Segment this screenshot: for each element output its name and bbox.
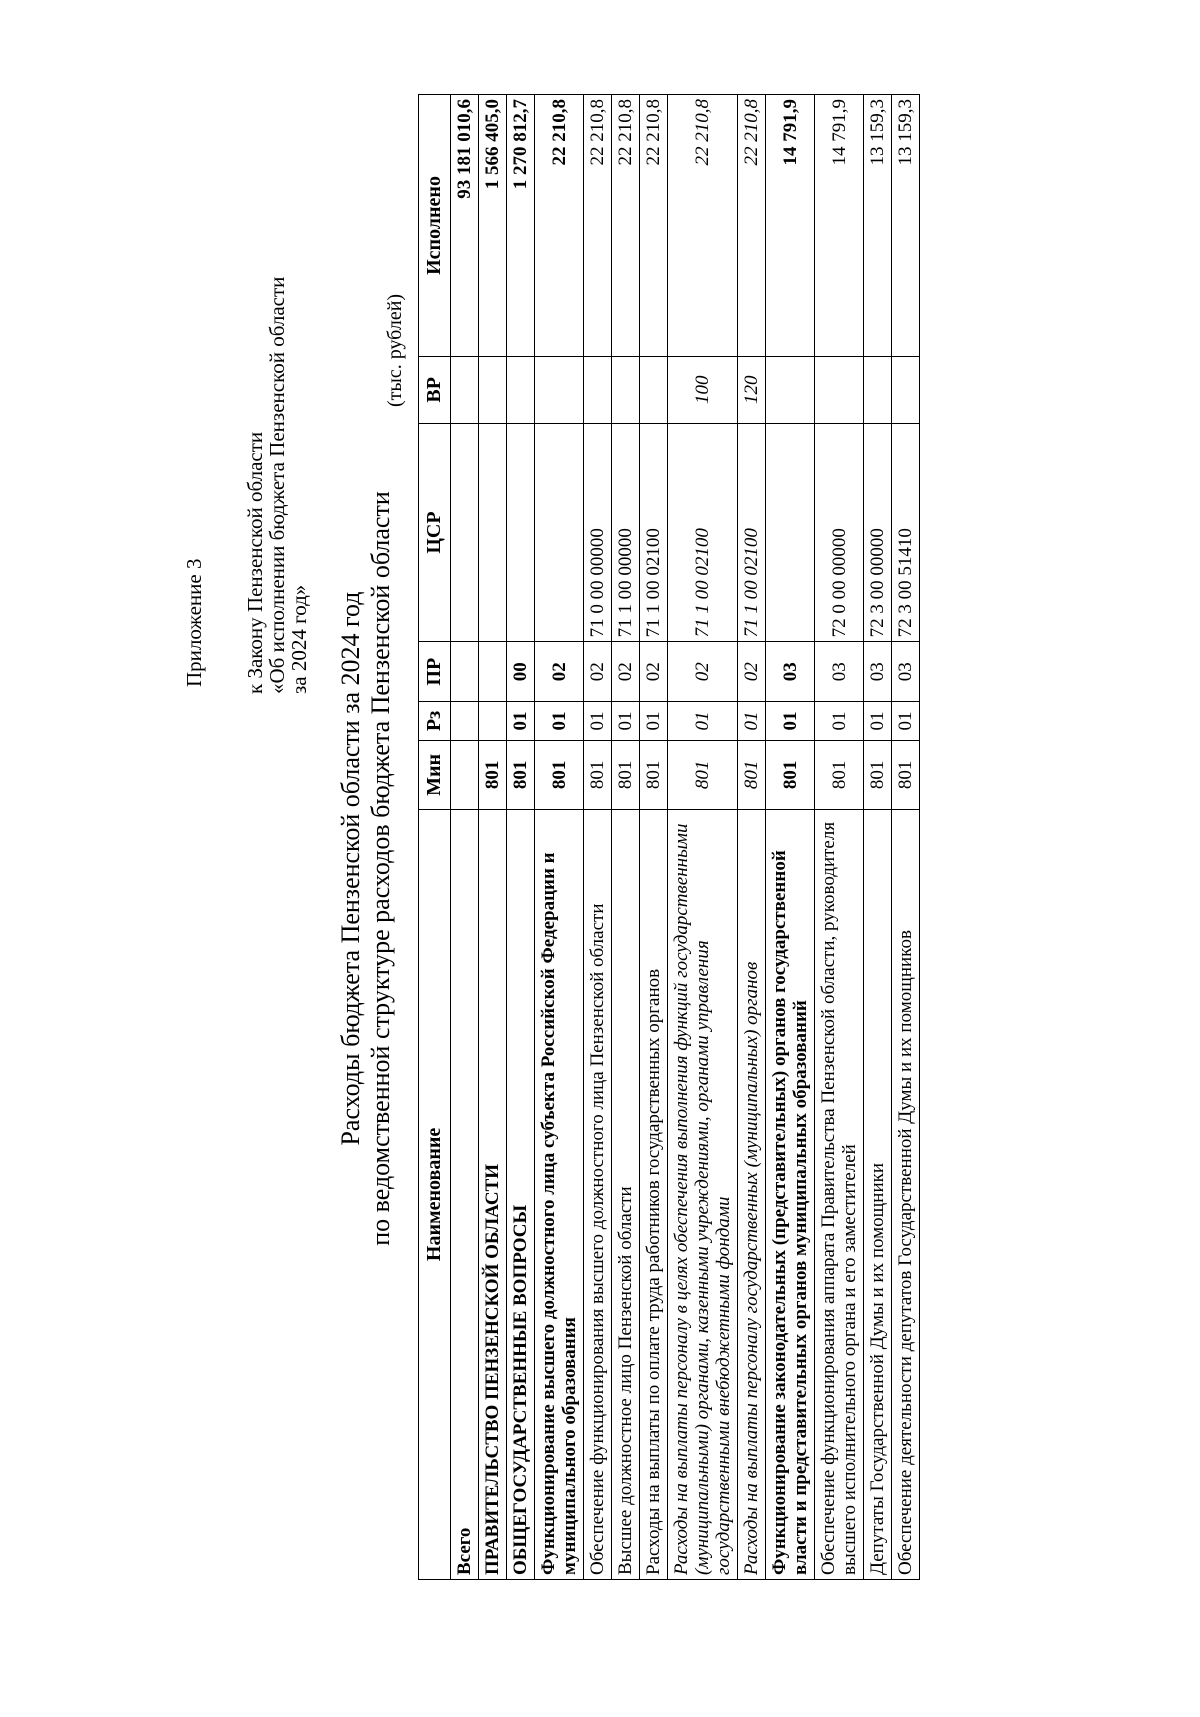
cell-pr: 00 (507, 642, 535, 702)
cell-csr (535, 423, 584, 642)
appendix-line: к Закону Пензенской области (243, 431, 267, 694)
cell-csr: 71 1 00 02100 (640, 423, 668, 642)
header-min: Мин (419, 740, 451, 809)
cell-executed: 22 210,8 (535, 95, 584, 357)
cell-name: Функционирование высшего должностного лица субъекта Российской Федерации и муниципального образования (535, 809, 584, 1579)
cell-name: Расходы на выплаты по оплате труда работников государственных органов (640, 809, 668, 1579)
cell-rz: 01 (668, 701, 738, 740)
cell-min: 801 (815, 740, 864, 809)
cell-vr (766, 356, 815, 423)
cell-min: 801 (479, 740, 507, 809)
header-pr: ПР (419, 642, 451, 702)
table-row (766, 95, 815, 1580)
header-csr: ЦСР (419, 423, 451, 642)
document-title-line: по ведомственной структуре расходов бюджета Пензенской области (366, 491, 395, 1246)
table-row (864, 95, 892, 1580)
cell-executed: 14 791,9 (815, 95, 864, 357)
table-row (612, 95, 640, 1580)
cell-rz (451, 701, 479, 740)
table-row (892, 95, 920, 1580)
cell-csr: 71 1 00 02100 (738, 423, 766, 642)
cell-executed: 22 210,8 (640, 95, 668, 357)
table-row (640, 95, 668, 1580)
appendix-title: Приложение 3 (182, 558, 206, 687)
cell-rz: 01 (892, 701, 920, 740)
cell-vr (892, 356, 920, 423)
cell-csr: 72 3 00 51410 (892, 423, 920, 642)
cell-vr (584, 356, 612, 423)
cell-rz: 01 (535, 701, 584, 740)
header-rz: Рз (419, 701, 451, 740)
cell-pr: 03 (766, 642, 815, 702)
cell-csr: 72 3 00 00000 (864, 423, 892, 642)
cell-csr: 71 0 00 00000 (584, 423, 612, 642)
cell-csr (507, 423, 535, 642)
cell-name: Функционирование законодательных (представительных) органов государственной власти и представительных органов муниципальных образований (766, 809, 815, 1579)
cell-csr: 71 1 00 00000 (612, 423, 640, 642)
cell-vr (535, 356, 584, 423)
cell-vr (864, 356, 892, 423)
cell-pr: 02 (640, 642, 668, 702)
cell-csr: 71 1 00 02100 (668, 423, 738, 642)
cell-rz: 01 (612, 701, 640, 740)
cell-name: Высшее должностное лицо Пензенской области (612, 809, 640, 1579)
cell-pr: 02 (668, 642, 738, 702)
cell-min: 801 (612, 740, 640, 809)
cell-name: Всего (451, 809, 479, 1579)
table-row (584, 95, 612, 1580)
cell-vr (451, 356, 479, 423)
cell-vr (507, 356, 535, 423)
cell-min: 801 (766, 740, 815, 809)
cell-executed: 22 210,8 (584, 95, 612, 357)
cell-min: 801 (668, 740, 738, 809)
cell-pr: 03 (892, 642, 920, 702)
header-vr: ВР (419, 356, 451, 423)
cell-vr: 120 (738, 356, 766, 423)
cell-rz: 01 (507, 701, 535, 740)
table-row (738, 95, 766, 1580)
cell-name: ПРАВИТЕЛЬСТВО ПЕНЗЕНСКОЙ ОБЛАСТИ (479, 809, 507, 1579)
cell-csr (766, 423, 815, 642)
cell-executed: 1 270 812,7 (507, 95, 535, 357)
cell-pr: 02 (738, 642, 766, 702)
cell-min: 801 (738, 740, 766, 809)
cell-min: 801 (892, 740, 920, 809)
cell-pr: 02 (612, 642, 640, 702)
appendix-line: за 2024 год» (287, 584, 311, 694)
table-row (507, 95, 535, 1580)
cell-vr (640, 356, 668, 423)
cell-rz: 01 (738, 701, 766, 740)
cell-csr: 72 0 00 00000 (815, 423, 864, 642)
cell-min: 801 (535, 740, 584, 809)
cell-rz: 01 (584, 701, 612, 740)
header-name: Наименование (419, 809, 451, 1579)
cell-csr (479, 423, 507, 642)
table-header-row (419, 95, 451, 1580)
cell-name: Расходы на выплаты персоналу в целях обеспечения выполнения функций государственными (муниципальными) органами, казенными учреждениями, органами управления государственными внебюджетными фондами (668, 809, 738, 1579)
cell-vr (612, 356, 640, 423)
cell-pr: 03 (815, 642, 864, 702)
table-row (815, 95, 864, 1580)
cell-pr: 02 (584, 642, 612, 702)
cell-executed: 1 566 405,0 (479, 95, 507, 357)
cell-name: Депутаты Государственной Думы и их помощники (864, 809, 892, 1579)
cell-executed: 22 210,8 (738, 95, 766, 357)
header-executed: Исполнено (419, 95, 451, 357)
cell-vr: 100 (668, 356, 738, 423)
document-title (336, 0, 396, 1697)
cell-vr (815, 356, 864, 423)
budget-table (418, 94, 920, 1580)
cell-min: 801 (584, 740, 612, 809)
cell-vr (479, 356, 507, 423)
cell-csr (451, 423, 479, 642)
cell-rz: 01 (766, 701, 815, 740)
cell-min: 801 (864, 740, 892, 809)
cell-executed: 13 159,3 (892, 95, 920, 357)
cell-pr (451, 642, 479, 702)
cell-min: 801 (640, 740, 668, 809)
appendix-line: «Об исполнении бюджета Пензенской области (265, 276, 289, 694)
document-title-line: Расходы бюджета Пензенской области за 2024 год (336, 591, 365, 1146)
cell-executed: 93 181 010,6 (451, 95, 479, 357)
cell-rz: 01 (815, 701, 864, 740)
cell-rz: 01 (640, 701, 668, 740)
cell-min: 801 (507, 740, 535, 809)
cell-executed: 14 791,9 (766, 95, 815, 357)
cell-pr (479, 642, 507, 702)
cell-executed: 13 159,3 (864, 95, 892, 357)
cell-name: Обеспечение функционирования аппарата Правительства Пензенской области, руководителя высшего исполнительного органа и его заместителей (815, 809, 864, 1579)
units-label: (тыс. рублей) (384, 293, 406, 407)
cell-min (451, 740, 479, 809)
table-row (535, 95, 584, 1580)
cell-name: Обеспечение функционирования высшего должностного лица Пензенской области (584, 809, 612, 1579)
cell-name: Обеспечение деятельности депутатов Государственной Думы и их помощников (892, 809, 920, 1579)
table-row (451, 95, 479, 1580)
cell-rz (479, 701, 507, 740)
table-body (451, 95, 920, 1580)
cell-executed: 22 210,8 (612, 95, 640, 357)
cell-rz: 01 (864, 701, 892, 740)
cell-name: Расходы на выплаты персоналу государственных (муниципальных) органов (738, 809, 766, 1579)
cell-executed: 22 210,8 (668, 95, 738, 357)
cell-pr: 02 (535, 642, 584, 702)
cell-name: ОБЩЕГОСУДАРСТВЕННЫЕ ВОПРОСЫ (507, 809, 535, 1579)
table-row (668, 95, 738, 1580)
cell-pr: 03 (864, 642, 892, 702)
table-row (479, 95, 507, 1580)
